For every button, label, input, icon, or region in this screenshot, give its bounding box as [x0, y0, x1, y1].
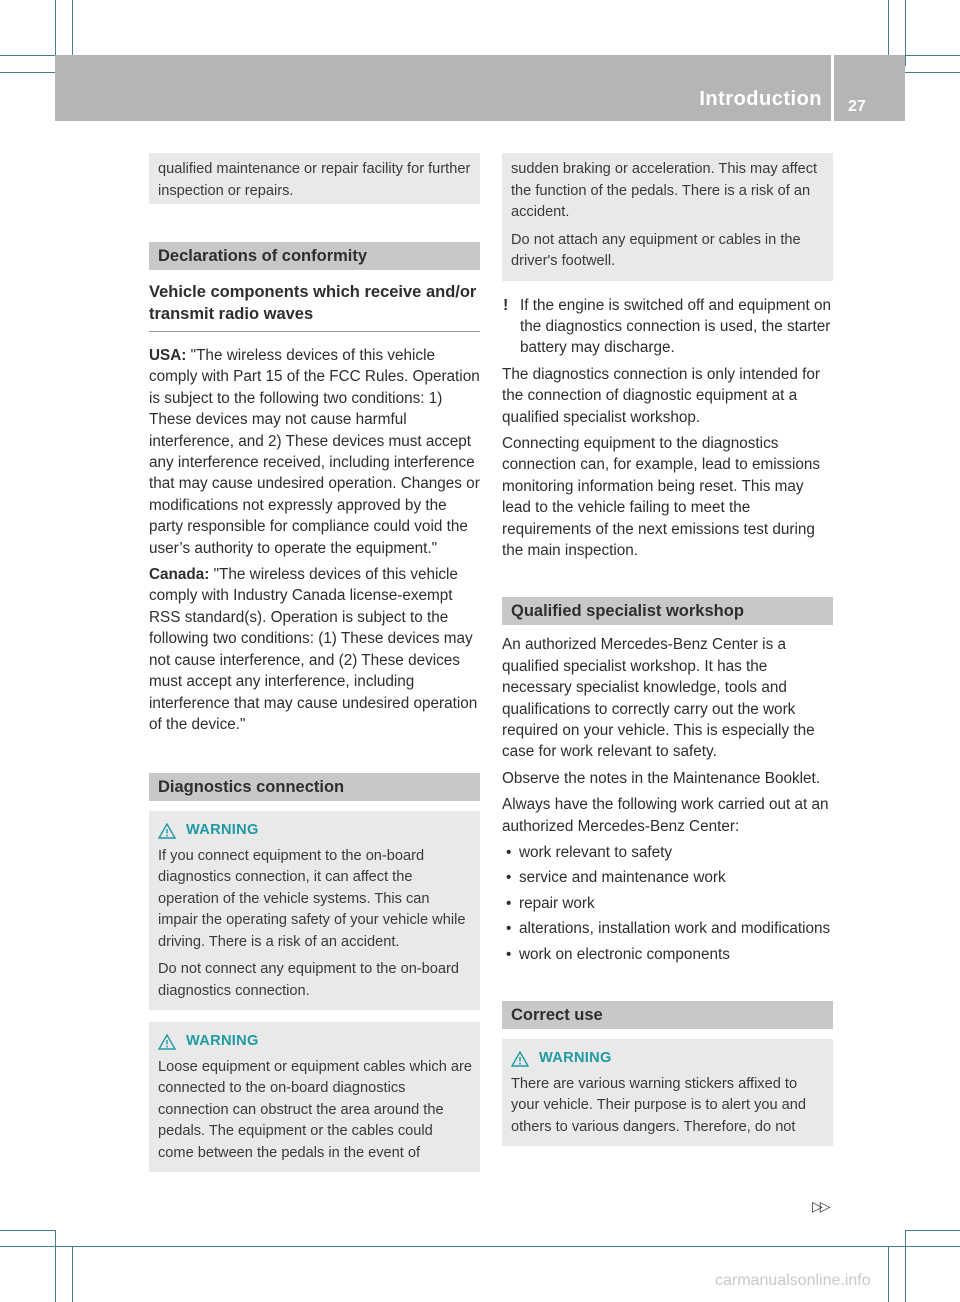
- note-paragraph: [502, 295, 833, 359]
- body-paragraph: An authorized Mercedes-Benz Center is a qualified specialist workshop. It has the necessary specialist knowledge, tools and qualifications to correctly carry out the work required on your vehicle. This is especially the case for work relevant to safety.: [502, 636, 815, 761]
- canada-paragraph: [149, 564, 480, 735]
- crop-mark: [0, 1230, 55, 1231]
- body-paragraph: Always have the following work carried out at an authorized Mercedes-Benz Center:: [502, 796, 829, 835]
- crop-mark: [888, 1246, 889, 1302]
- crop-mark: [888, 0, 889, 55]
- warning-text: Do not connect any equipment to the on-board diagnostics connection.: [158, 961, 459, 999]
- crop-mark: [72, 1246, 73, 1302]
- canada-label: Canada:: [149, 566, 210, 584]
- section-heading-diagnostics: Diagnostics connection: [149, 773, 480, 801]
- warning-heading: [511, 1048, 825, 1070]
- list-item: • work relevant to safety: [502, 842, 833, 863]
- body-paragraph: Observe the notes in the Maintenance Booklet.: [502, 769, 821, 787]
- warning-text: There are various warning stickers affixed to your vehicle. Their purpose is to alert you and others to various dangers. Therefore, do not: [511, 1075, 807, 1135]
- crop-mark: [905, 0, 906, 66]
- warning-text: If you connect equipment to the on-board diagnostics connection, it can affect the operation of the vehicle systems. This can impair the operating safety of your vehicle while driving. There is a risk of an accident.: [158, 847, 466, 950]
- note-text: If the engine is switched off and equipment on the diagnostics connection is used, the starter battery may discharge.: [520, 296, 831, 357]
- crop-mark: [72, 0, 73, 55]
- body-paragraph: Connecting equipment to the diagnostics connection can, for example, lead to emissions monitoring information being reset. This may lead to the vehicle failing to meet the requirements of the next emissions test during the main inspection.: [502, 434, 821, 559]
- box-text: qualified maintenance or repair facility for further inspection or repairs.: [158, 161, 471, 199]
- warning-box: [149, 811, 480, 1010]
- watermark: carmanualsonline.info: [715, 1272, 871, 1289]
- warning-triangle-icon: [158, 823, 176, 839]
- body-paragraph: The diagnostics connection is only intended for the connection of diagnostic equipment at a qualified specialist workshop.: [502, 365, 821, 426]
- list-item: • service and maintenance work: [502, 867, 833, 888]
- list-item: • repair work: [502, 893, 833, 914]
- workshop-body: [502, 634, 833, 965]
- section-heading-workshop: Qualified specialist workshop: [502, 597, 833, 625]
- work-list: [502, 842, 833, 965]
- crop-mark: [905, 72, 960, 73]
- warning-triangle-icon: [158, 1034, 176, 1050]
- header-divider: [831, 55, 834, 121]
- canada-text: "The wireless devices of this vehicle comply with Industry Canada license-exempt RSS standard(s). Operation is subject to the following two conditions: (1) These devices may not cause interference, and (2) These devices must accept any interference, including interference that may cause undesired operation of the device.": [149, 566, 478, 733]
- warning-heading: [158, 1031, 472, 1053]
- usa-text: "The wireless devices of this vehicle comply with Part 15 of the FCC Rules. Operation is subject to the following two conditions: 1) These devices may not cause harmful interference, and 2) These devices must accept any interference received, including interference that may cause undesired operation. Changes or modifications not expressly approved by the party responsible for compliance could void the user’s authority to operate the equipment.": [149, 347, 480, 557]
- continued-warning-box: [502, 153, 833, 281]
- warning-box: [502, 1039, 833, 1146]
- box-text: sudden braking or acceleration. This may affect the function of the pedals. There is a risk of an accident.: [511, 161, 818, 220]
- continue-arrows-icon: ▷▷: [812, 1198, 828, 1214]
- section-heading-correct-use: Correct use: [502, 1001, 833, 1029]
- section-heading-conformity: Declarations of conformity: [149, 242, 480, 270]
- box-text: Do not attach any equipment or cables in the driver's footwell.: [511, 231, 801, 269]
- warning-heading: [158, 820, 472, 842]
- warning-label: WARNING: [186, 1033, 259, 1050]
- crop-mark: [905, 1230, 906, 1302]
- warning-box: [149, 1022, 480, 1172]
- warning-label: WARNING: [186, 822, 259, 839]
- subheading-radio-components: Vehicle components which receive and/or transmit radio waves: [149, 282, 480, 332]
- conformity-body: [149, 345, 480, 735]
- crop-mark: [905, 1230, 960, 1231]
- warning-text: Loose equipment or equipment cables which are connected to the on-board diagnostics connection can obstruct the area around the pedals. The equipment or the cables could come between the pedals in the event of: [158, 1058, 472, 1161]
- usa-paragraph: [149, 345, 480, 559]
- right-column: [502, 153, 833, 1146]
- crop-mark: [0, 1246, 960, 1247]
- list-item: • work on electronic components: [502, 944, 833, 965]
- warning-label: WARNING: [539, 1050, 612, 1067]
- page-number: 27: [848, 98, 866, 115]
- crop-mark: [55, 1230, 56, 1302]
- continued-warning-box: [149, 153, 480, 204]
- note-icon: !: [503, 296, 509, 314]
- crop-mark: [0, 72, 55, 73]
- usa-label: USA:: [149, 347, 187, 364]
- left-column: [149, 153, 480, 1172]
- diagnostics-body: [502, 295, 833, 562]
- section-title: Introduction: [699, 88, 822, 110]
- warning-triangle-icon: [511, 1051, 529, 1067]
- list-item: • alterations, installation work and modifications: [502, 918, 833, 939]
